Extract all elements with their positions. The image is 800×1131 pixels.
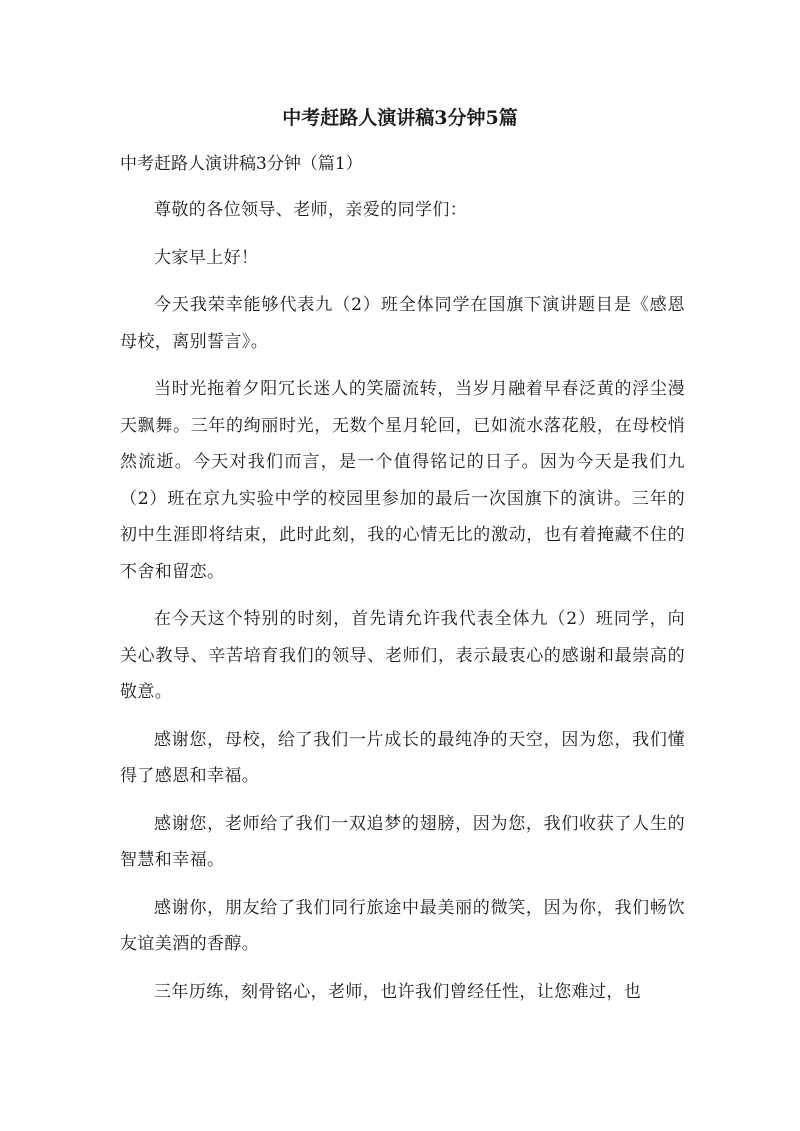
section-heading: 中考赶路人演讲稿3分钟（篇1） <box>120 154 363 174</box>
paragraph-greeting: 尊敬的各位领导、老师，亲爱的同学们： <box>154 200 468 220</box>
document-body <box>120 192 685 1021</box>
paragraph-three-years: 三年历练，刻骨铭心，老师，也许我们曾经任性，让您难过，也 <box>154 981 642 1002</box>
paragraph-gratitude: 在今天这个特别的时刻，首先请允许我代表全体九（2）班同学，向关心教导、辛苦培育我们的领导、老师们，表示最衷心的感谢和最崇高的敬意。 <box>120 609 685 702</box>
paragraph-thanks-teacher: 感谢您，老师给了我们一双追梦的翅膀，因为您，我们收获了人生的智慧和幸福。 <box>120 813 685 870</box>
paragraph-thanks-school: 感谢您，母校，给了我们一片成长的最纯净的天空，因为您，我们懂得了感恩和幸福。 <box>120 729 685 786</box>
paragraph-intro: 今天我荣幸能够代表九（2）班全体同学在国旗下演讲题目是《感恩母校，离别誓言》。 <box>120 295 685 352</box>
paragraph-morning: 大家早上好！ <box>154 247 259 268</box>
paragraph-time: 当时光拖着夕阳冗长迷人的笑靥流转，当岁月融着早春泛黄的浮尘漫天飘舞。三年的绚丽时光，无数个星月轮回，已如流水落花般，在母校悄然流逝。今天对我们而言，是一个值得铭记的日子。因为今天是我们九（2）班在京九实验中学的校园里参加的最后一次国旗下的演讲。三年的初中生涯即将结束，此时此刻，我的心情无比的激动，也有着掩藏不住的不舍和留恋。 <box>120 379 685 582</box>
document-title: 中考赶路人演讲稿3分钟5篇 <box>282 107 518 129</box>
paragraph-thanks-friend: 感谢你，朋友给了我们同行旅途中最美丽的微笑，因为你，我们畅饮友谊美酒的香醇。 <box>120 897 685 954</box>
